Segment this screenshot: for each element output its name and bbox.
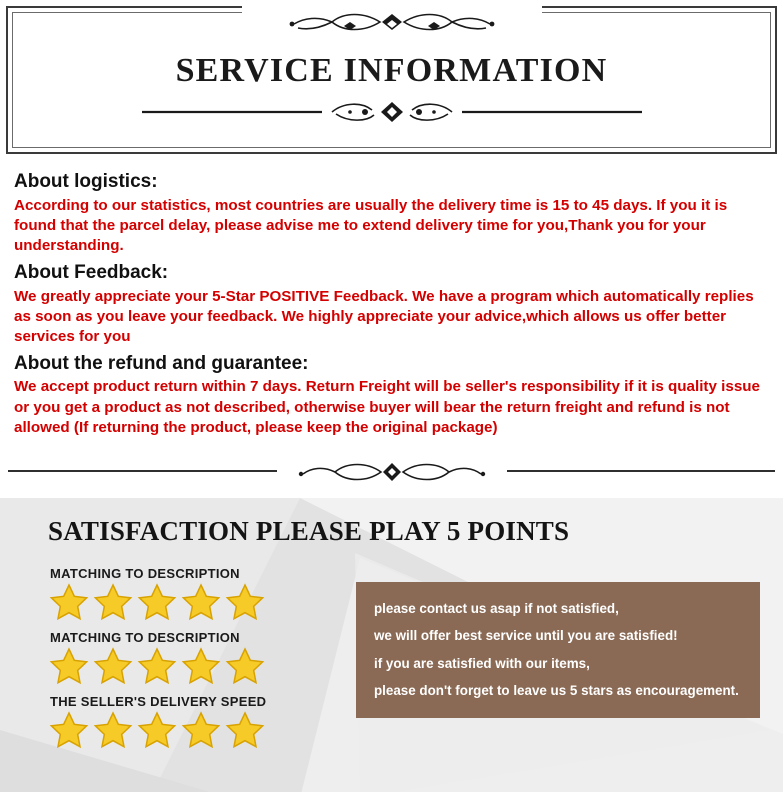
- rating-stars-3: [48, 710, 266, 750]
- rating-group-2: [50, 630, 266, 686]
- star-icon: [136, 582, 178, 622]
- star-icon: [136, 646, 178, 686]
- star-icon: [180, 710, 222, 750]
- section-body-feedback: We greatly appreciate your 5-Star POSITIVE Feedback. We have a program which automatically replies as soon as you leave your feedback. We highly appreciate your advice,which allows us offer better services for you: [14, 287, 754, 346]
- flourish-ornament-icon: [232, 10, 552, 44]
- rating-label-2: MATCHING TO DESCRIPTION: [50, 630, 240, 645]
- star-icon: [48, 710, 90, 750]
- section-body-refund: We accept product return within 7 days. Return Freight will be seller's responsibility if it is quality issue or you get a product as not described, otherwise buyer will bear the return freight and refund is not allowed (If returning the product, please keep the original package): [14, 378, 760, 437]
- satisfaction-title: SATISFACTION PLEASE PLAY 5 POINTS: [48, 516, 570, 546]
- star-icon: [224, 710, 266, 750]
- note-line-1: please contact us asap if not satisfied,: [374, 601, 619, 616]
- satisfaction-panel: [0, 498, 783, 792]
- flourish-ornament-icon: [277, 458, 507, 490]
- rating-stars-2: [48, 646, 266, 686]
- star-icon: [180, 646, 222, 686]
- rating-group-1: [50, 566, 266, 622]
- note-line-4: please don't forget to leave us 5 stars as encouragement.: [374, 683, 739, 699]
- star-icon: [180, 582, 222, 622]
- header-frame: [6, 6, 777, 154]
- star-icon: [92, 710, 134, 750]
- section-heading-logistics: About logistics:: [14, 171, 158, 192]
- section-heading-feedback: About Feedback:: [14, 261, 169, 283]
- contact-note-box: [356, 582, 760, 718]
- rating-label-1: MATCHING TO DESCRIPTION: [50, 566, 240, 581]
- section-body-logistics: According to our statistics, most countries are usually the delivery time is 15 to 45 days. If you it is found that the parcel delay, please advise me to extend delivery time for you,Thank you for your understanding.: [14, 196, 728, 255]
- rating-stars-1: [48, 582, 266, 622]
- star-icon: [136, 710, 178, 750]
- rating-group-3: [50, 694, 266, 750]
- note-line-2: we will offer best service until you are satisfied!: [374, 628, 678, 644]
- star-icon: [48, 582, 90, 622]
- flourish-divider-icon: [122, 94, 662, 130]
- star-icon: [224, 646, 266, 686]
- section-heading-refund: About the refund and guarantee:: [14, 352, 309, 374]
- star-icon: [92, 582, 134, 622]
- star-icon: [92, 646, 134, 686]
- service-sections: [14, 166, 769, 442]
- service-information-page: [0, 6, 783, 792]
- star-icon: [48, 646, 90, 686]
- section-divider: [8, 458, 775, 498]
- note-line-3: if you are satisfied with our items,: [374, 655, 590, 671]
- star-icon: [224, 582, 266, 622]
- rating-label-3: THE SELLER'S DELIVERY SPEED: [50, 694, 267, 709]
- page-title: SERVICE INFORMATION: [175, 52, 608, 89]
